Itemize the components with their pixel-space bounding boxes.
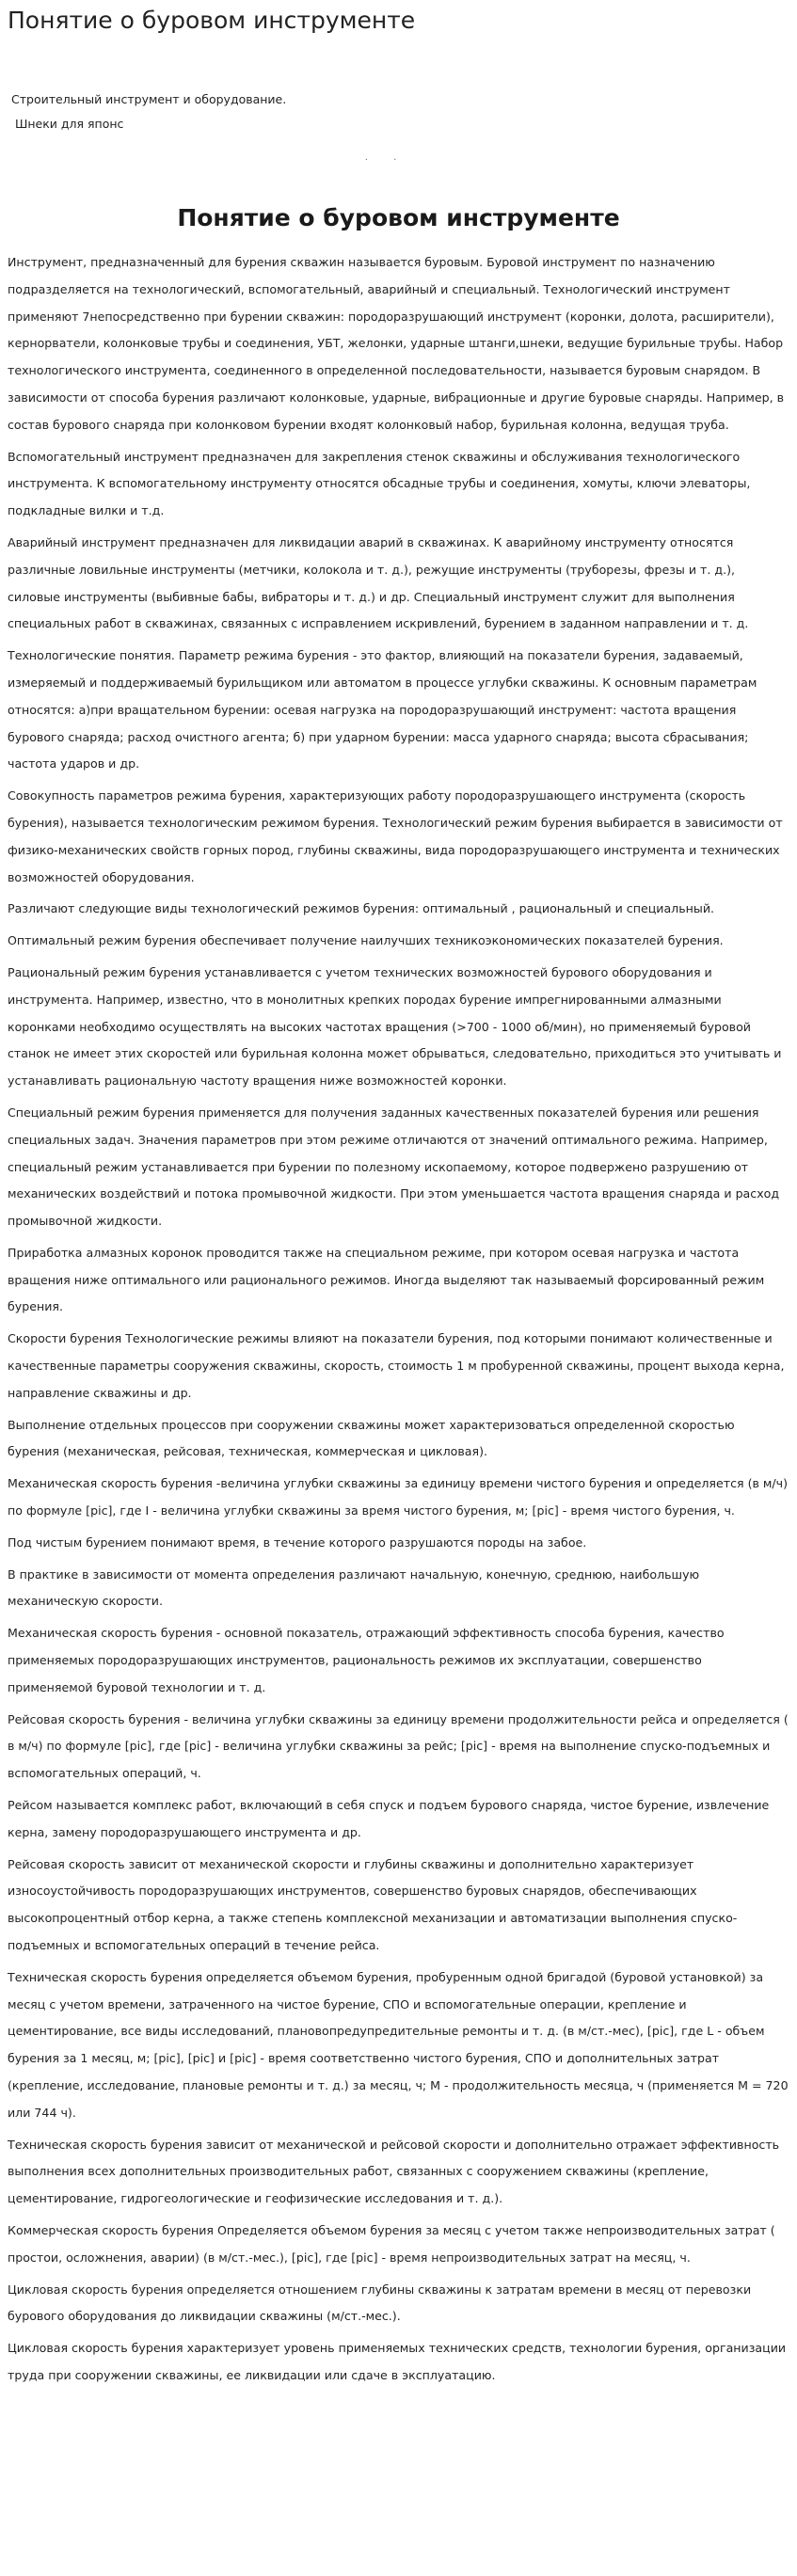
article-paragraph: Инструмент, предназначенный для бурения скважин называется буровым. Буровой инструмент по назначению подразделяется на технологический, вспомогательный, аварийный и специальный. Технологический инструмент применяют 7непосредственно при бурении скважин: породоразрушающий инструмент (коронки, долота, расширители), кернорватели, колонковые трубы и соединения, УБТ, желонки, ударные штанги,шнеки, ведущие бурильные трубы. Набор технологического инструмента, соединенного в определенной последовательности, называется буровым снарядом. В зависимости от способа бурения различают колонковые, ударные, вибрационные и другие буровые снаряды. Например, в состав бурового снаряда при колонковом бурении входят колонковый набор, бурильная колонна, ведущая труба. <box>8 255 785 432</box>
category-link-construction-tools[interactable]: Строительный инструмент и оборудование. <box>11 92 287 106</box>
article-paragraph: Коммерческая скорость бурения Определяется объемом бурения за месяц с учетом также непроизводительных затрат ( простои, осложнения, аварии) (в м/ст.-мес.), [pic], где [pic] - время непроизводительных затрат на месяц, ч. <box>8 2222 775 2265</box>
article-body <box>0 249 797 2390</box>
article-paragraph: Техническая скорость бурения определяется объемом бурения, пробуренным одной бригадой (буровой установкой) за месяц с учетом времени, затраченного на чистое бурение, СПО и вспомогательные операции, крепление и цементирование, все виды исследований, плановопредупредительные ремонты и т. д. (в м/ст.-мес), [pic], где L - объем бурения за 1 месяц, м; [pic], [pic] и [pic] - время соответственно чистого бурения, СПО и дополнительных затрат (крепление, исследование, плановые ремонты и т. д.) за месяц, ч; М - продолжительность месяца, ч (применяется М = 720 или 744 ч). <box>8 1969 789 2120</box>
article-paragraph: Под чистым бурением понимают время, в течение которого разрушаются породы на забое. <box>8 1534 587 1550</box>
article-paragraph: Оптимальный режим бурения обеспечивает получение наилучших техникоэкономических показателей бурения. <box>8 933 724 948</box>
article-paragraph: Аварийный инструмент предназначен для ликвидации аварий в скважинах. К аварийному инструменту относятся различные ловильные инструменты (метчики, колокола и т. д.), режущие инструменты (труборезы, фрезы и т. д.), силовые инструменты (выбивные бабы, вибраторы и т. д.) и др. Специальный инструмент служит для выполнения специальных работ в скважинах, связанных с исправлением искривлений, бурением в заданном направлении и т. д. <box>8 534 749 631</box>
article-paragraph: Техническая скорость бурения зависит от механической и рейсовой скорости и дополнительно отражает эффективность выполнения всех дополнительных производительных работ, связанных с сооружением скважины (крепление, цементирование, гидрогеологические и геофизические исследования и т. д.). <box>8 2137 780 2206</box>
article-paragraph: Рейсовая скорость зависит от механической скорости и глубины скважины и дополнительно характеризует износоустойчивость породоразрушающих инструментов, совершенство буровых снарядов, обеспечивающих высокопроцентный отбор керна, а также степень комплексной механизации и автоматизации выполнения спуско-подъемных и вспомогательных операций в течение рейса. <box>8 1856 738 1953</box>
article-paragraph: Различают следующие виды технологический режимов бурения: оптимальный , рациональный и специальный. <box>8 901 715 916</box>
article-paragraph: Рейсовая скорость бурения - величина углубки скважины за единицу времени продолжительности рейса и определяется ( в м/ч) по формуле [pic], где [pic] - величина углубки скважины за рейс; [pic] - время на выполнение спуско-подъемных и вспомогательных операций, ч. <box>8 1711 789 1781</box>
article-paragraph: Рациональный режим бурения устанавливается с учетом технических возможностей бурового оборудования и инструмента. Например, известно, что в монолитных крепких породах бурение импрегнированными алмазными коронками необходимо осуществлять на высоких частотах вращения (>700 - 1000 об/мин), но применяемый буровой станок не имеет этих скоростей или бурильная колонна может обрываться, следовательно, приходиться это учитывать и устанавливать рациональную частоту вращения ниже возможностей коронки. <box>8 964 782 1089</box>
article-paragraph: Цикловая скорость бурения определяется отношением глубины скважины к затратам времени в месяц от перевозки бурового оборудования до ликвидации скважины (м/ст.-мес.). <box>8 2282 752 2324</box>
article-paragraph: Цикловая скорость бурения характеризует уровень применяемых технических средств, технологии бурения, организации труда при сооружении скважины, ее ликвидации или сдаче в эксплуатацию. <box>8 2341 787 2382</box>
article-paragraph: Вспомогательный инструмент предназначен для закрепления стенок скважины и обслуживания технологического инструмента. К вспомогательному инструменту относятся обсадные трубы и соединения, хомуты, ключи элеваторы, подкладные вилки и т.д. <box>8 449 751 518</box>
article-paragraph: Выполнение отдельных процессов при сооружении скважины может характеризоваться определенной скоростью бурения (механическая, рейсовая, техническая, коммерческая и цикловая). <box>8 1417 735 1459</box>
article-paragraph: Скорости бурения Технологические режимы влияют на показатели бурения, под которыми понимают количественные и качественные параметры сооружения скважины, скорость, стоимость 1 м пробуренной скважины, процент выхода керна, направление скважины и др. <box>8 1331 785 1400</box>
article-title: Понятие о буровом инструменте <box>177 204 620 231</box>
article-paragraph: Совокупность параметров режима бурения, характеризующих работу породоразрушающего инструмента (скорость бурения), называется технологическим режимом бурения. Технологический режим бурения выбирается в зависимости от физико-механических свойств горных пород, глубины скважины, вида породоразрушающего инструмента и технических возможностей оборудования. <box>8 788 783 884</box>
article-paragraph: Специальный режим бурения применяется для получения заданных качественных показателей бурения или решения специальных задач. Значения параметров при этом режиме отличаются от значений оптимального режима. Например, специальный режим устанавливается при бурении по полезному ископаемому, которое подвержено разрушению от механических воздействий и потока промывочной жидкости. При этом уменьшается частота вращения снаряда и расход промывочной жидкости. <box>8 1105 780 1229</box>
article-paragraph: Технологические понятия. Параметр режима бурения - это фактор, влияющий на показатели бурения, задаваемый, измеряемый и поддерживаемый бурильщиком или автоматом в процессе углубки скважины. К основным параметрам относятся: а)при вращательном бурении: осевая нагрузка на породоразрушающий инструмент: частота вращения бурового снаряда; расход очистного агента; б) при ударном бурении: масса ударного снаряда; высота сбрасывания; частота ударов и др. <box>8 648 757 771</box>
separator-dots: · · <box>364 155 408 166</box>
article-paragraph: В практике в зависимости от момента определения различают начальную, конечную, среднюю, наибольшую механическую скорости. <box>8 1566 700 1609</box>
article-paragraph: Механическая скорость бурения -величина углубки скважины за единицу времени чистого бурения и определяется (в м/ч) по формуле [pic], где I - величина углубки скважины за время чистого бурения, м; [pic] - время чистого бурения, ч. <box>8 1476 789 1519</box>
article-paragraph: Рейсом называется комплекс работ, включающий в себя спуск и подъем бурового снаряда, чистое бурение, извлечение керна, замену породоразрушающего инструмента и др. <box>8 1798 770 1839</box>
page-title: Понятие о буровом инструменте <box>8 7 416 34</box>
article-paragraph: Приработка алмазных коронок проводится также на специальном режиме, при котором осевая нагрузка и частота вращения ниже оптимального или рационального режимов. Иногда выделяют так называемый форсированный режим бурения. <box>8 1245 765 1314</box>
category-breadcrumb <box>11 87 797 136</box>
article-paragraph: Механическая скорость бурения - основной показатель, отражающий эффективность способа бурения, качество применяемых породоразрушающих инструментов, рациональность режимов их эксплуатации, совершенство применяемой буровой технологии и т. д. <box>8 1626 725 1694</box>
category-link-augers[interactable]: Шнеки для японс <box>15 117 124 131</box>
